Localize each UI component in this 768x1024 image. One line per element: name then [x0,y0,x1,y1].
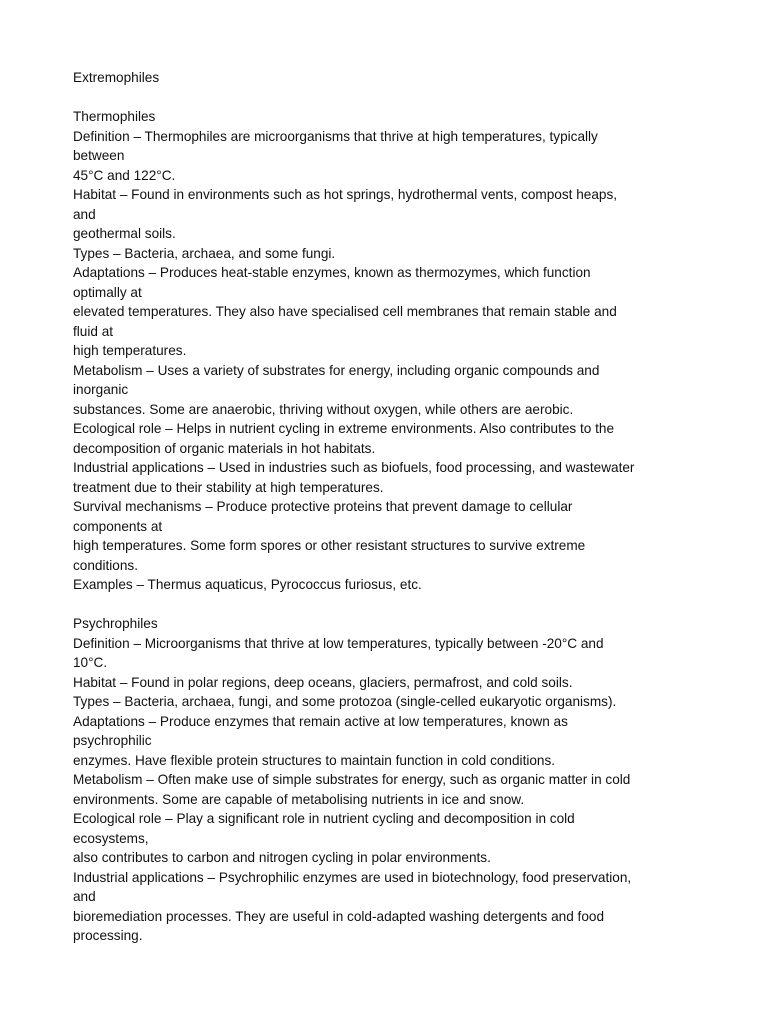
body-text-line: fluid at [73,323,114,339]
body-text-line: ecosystems, [73,830,149,846]
body-text-line: treatment due to their stability at high temperatures. [73,479,384,495]
body-text-line: geothermal soils. [73,226,176,241]
body-text-line: Adaptations – Produce enzymes that remain active at low temperatures, known as [73,713,568,729]
body-text-line: Habitat – Found in polar regions, deep oceans, glaciers, permafrost, and cold soils. [73,674,573,690]
body-text-line: Types – Bacteria, archaea, and some fungi. [73,245,336,261]
body-text-line: components at [73,518,163,534]
section-thermophiles [73,107,708,595]
body-text-line: Survival mechanisms – Produce protective proteins that prevent damage to cellular [73,499,573,514]
body-text-line: processing. [73,928,143,943]
body-text-line: Industrial applications – Used in industries such as biofuels, food processing, and wastewater [73,460,635,475]
body-text-line: Adaptations – Produces heat-stable enzymes, known as thermozymes, which function [73,265,591,280]
body-text-line: also contributes to carbon and nitrogen cycling in polar environments. [73,850,491,865]
section-body [73,127,708,595]
body-text-line: psychrophilic [73,733,152,748]
body-text-line: inorganic [73,382,129,397]
spacer [73,88,708,108]
body-text-line: Ecological role – Play a significant role in nutrient cycling and decomposition in cold [73,811,575,826]
body-text-line: conditions. [73,557,138,573]
section-psychrophiles [73,614,708,946]
body-text-line: Ecological role – Helps in nutrient cycling in extreme environments. Also contributes to the [73,421,615,436]
section-body [73,634,708,946]
body-text-line: high temperatures. Some form spores or other resistant structures to survive extreme [73,538,586,553]
body-text-line: Metabolism – Often make use of simple substrates for energy, such as organic matter in cold [73,772,631,787]
body-text-line: decomposition of organic materials in hot habitats. [73,440,376,456]
body-text-line: between [73,148,125,163]
document-title: Extremophiles [73,70,160,85]
body-text-line: Definition – Microorganisms that thrive at low temperatures, typically between -20°C and [73,635,604,651]
body-text-line: optimally at [73,284,142,300]
body-text-line: environments. Some are capable of metabolising nutrients in ice and snow. [73,791,525,807]
body-text-line: 10°C. [73,655,108,670]
body-text-line: 45°C and 122°C. [73,167,176,183]
body-text-line: and [73,206,96,222]
body-text-line: Metabolism – Uses a variety of substrates for energy, including organic compounds and [73,362,600,378]
body-text-line: Industrial applications – Psychrophilic enzymes are used in biotechnology, food preservation, [73,869,632,885]
body-text-line: Habitat – Found in environments such as hot springs, hydrothermal vents, compost heaps, [73,187,618,202]
body-text-line: elevated temperatures. They also have specialised cell membranes that remain stable and [73,304,617,319]
body-text-line: Examples – Thermus aquaticus, Pyrococcus furiosus, etc. [73,577,422,592]
body-text-line: bioremediation processes. They are useful in cold-adapted washing detergents and food [73,908,604,924]
section-heading: Thermophiles [73,109,156,124]
body-text-line: substances. Some are anaerobic, thriving without oxygen, while others are aerobic. [73,401,574,417]
body-text-line: Definition – Thermophiles are microorganisms that thrive at high temperatures, typically [73,128,598,144]
body-text-line: high temperatures. [73,343,187,358]
section-heading: Psychrophiles [73,616,158,631]
body-text-line: and [73,889,96,904]
body-text-line: enzymes. Have flexible protein structures to maintain function in cold conditions. [73,752,556,768]
spacer [73,595,708,615]
body-text-line: Types – Bacteria, archaea, fungi, and some protozoa (single-celled eukaryotic organisms). [73,694,617,709]
